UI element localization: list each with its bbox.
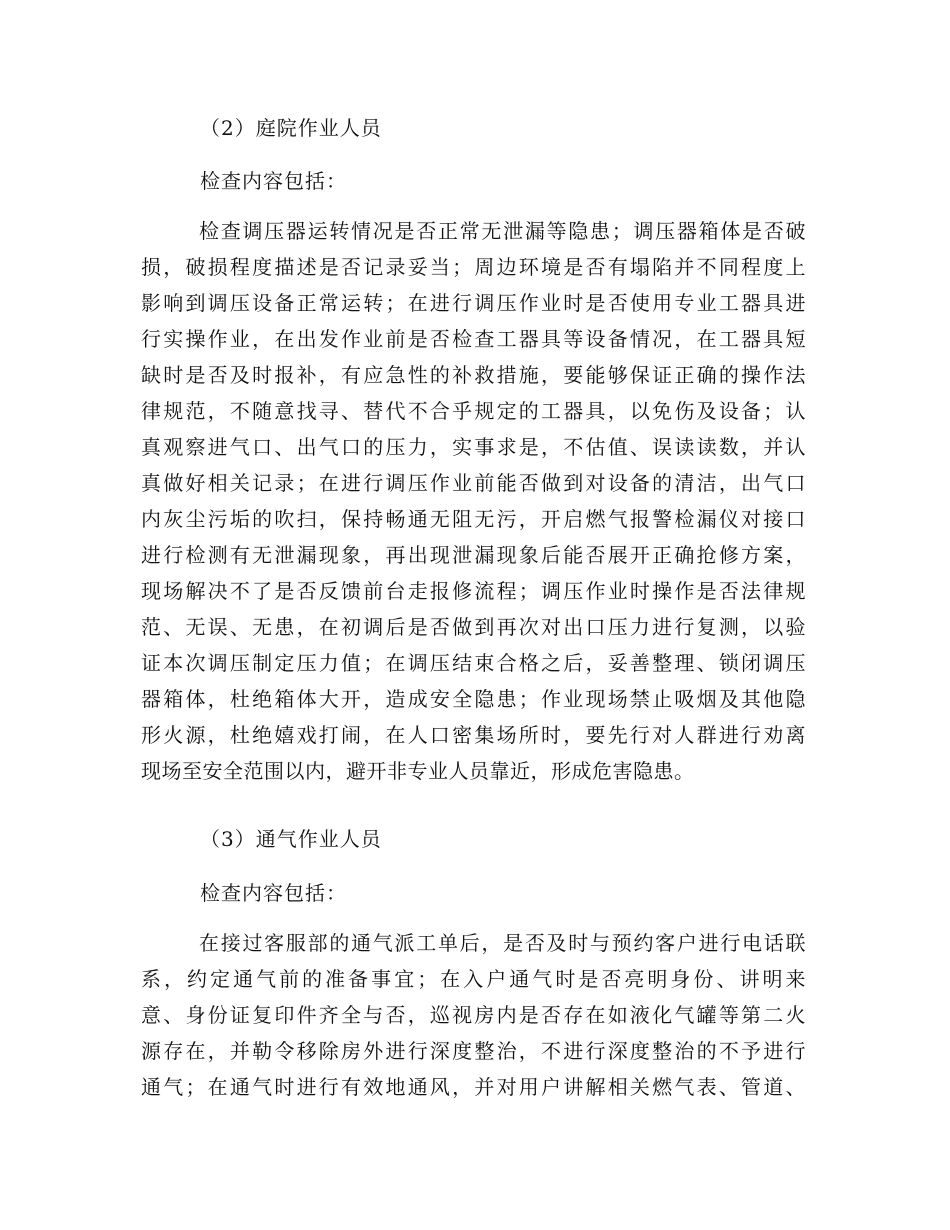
paragraph-line: 在接过客服部的通气派工单后，是否及时与预约客户进行电话联 [199,931,806,955]
paragraph-line: 进行检测有无泄漏现象，再出现泄漏现象后能否展开正确抢修方案， [141,543,806,567]
paragraph-line: 真观察进气口、出气口的压力，实事求是，不估值、误读读数，并认 [141,435,806,459]
paragraph-line: 行实操作业，在出发作业前是否检查工器具等设备情况，在工器具短 [141,327,806,351]
paragraph-line: 影响到调压设备正常运转；在进行调压作业时是否使用专业工器具进 [141,291,806,315]
paragraph-line: 意、身份证复印件齐全与否，巡视房内是否存在如液化气罐等第二火 [141,1003,806,1027]
section-heading-gas-supply-workers: （3）通气作业人员 [200,827,382,851]
paragraph-line: 律规范，不随意找寻、替代不合乎规定的工器具，以免伤及设备；认 [141,399,806,423]
paragraph-line: 通气；在通气时进行有效地通风，并对用户讲解相关燃气表、管道、 [141,1075,806,1099]
paragraph-line: 现场至安全范围以内，避开非专业人员靠近，形成危害隐患。 [141,759,695,783]
paragraph-line: 证本次调压制定压力值；在调压结束合格之后，妥善整理、锁闭调压 [141,651,806,675]
section-heading-courtyard-workers: （2）庭院作业人员 [200,116,382,140]
paragraph-line: 内灰尘污垢的吹扫，保持畅通无阻无污，开启燃气报警检漏仪对接口 [141,507,806,531]
paragraph-line: 现场解决不了是否反馈前台走报修流程；调压作业时操作是否法律规 [141,579,806,603]
paragraph-line: 范、无误、无患，在初调后是否做到再次对出口压力进行复测，以验 [141,615,806,639]
paragraph-line: 源存在，并勒令移除房外进行深度整治，不进行深度整治的不予进行 [141,1039,806,1063]
paragraph-courtyard-inspection [141,213,806,789]
section-intro-courtyard: 检查内容包括： [200,169,347,193]
paragraph-gas-supply-inspection [141,925,806,1105]
paragraph-line: 器箱体，杜绝箱体大开，造成安全隐患；作业现场禁止吸烟及其他隐 [141,687,806,711]
paragraph-line: 缺时是否及时报补，有应急性的补救措施，要能够保证正确的操作法 [141,363,806,387]
paragraph-line: 系，约定通气前的准备事宜；在入户通气时是否亮明身份、讲明来 [141,967,806,991]
paragraph-line: 真做好相关记录；在进行调压作业前能否做到对设备的清洁，出气口 [141,471,806,495]
section-intro-gas-supply: 检查内容包括： [200,881,347,905]
paragraph-line: 损，破损程度描述是否记录妥当；周边环境是否有塌陷并不同程度上 [141,255,806,279]
paragraph-line: 形火源，杜绝嬉戏打闹，在人口密集场所时，要先行对人群进行劝离 [141,723,806,747]
paragraph-line: 检查调压器运转情况是否正常无泄漏等隐患；调压器箱体是否破 [199,219,806,243]
